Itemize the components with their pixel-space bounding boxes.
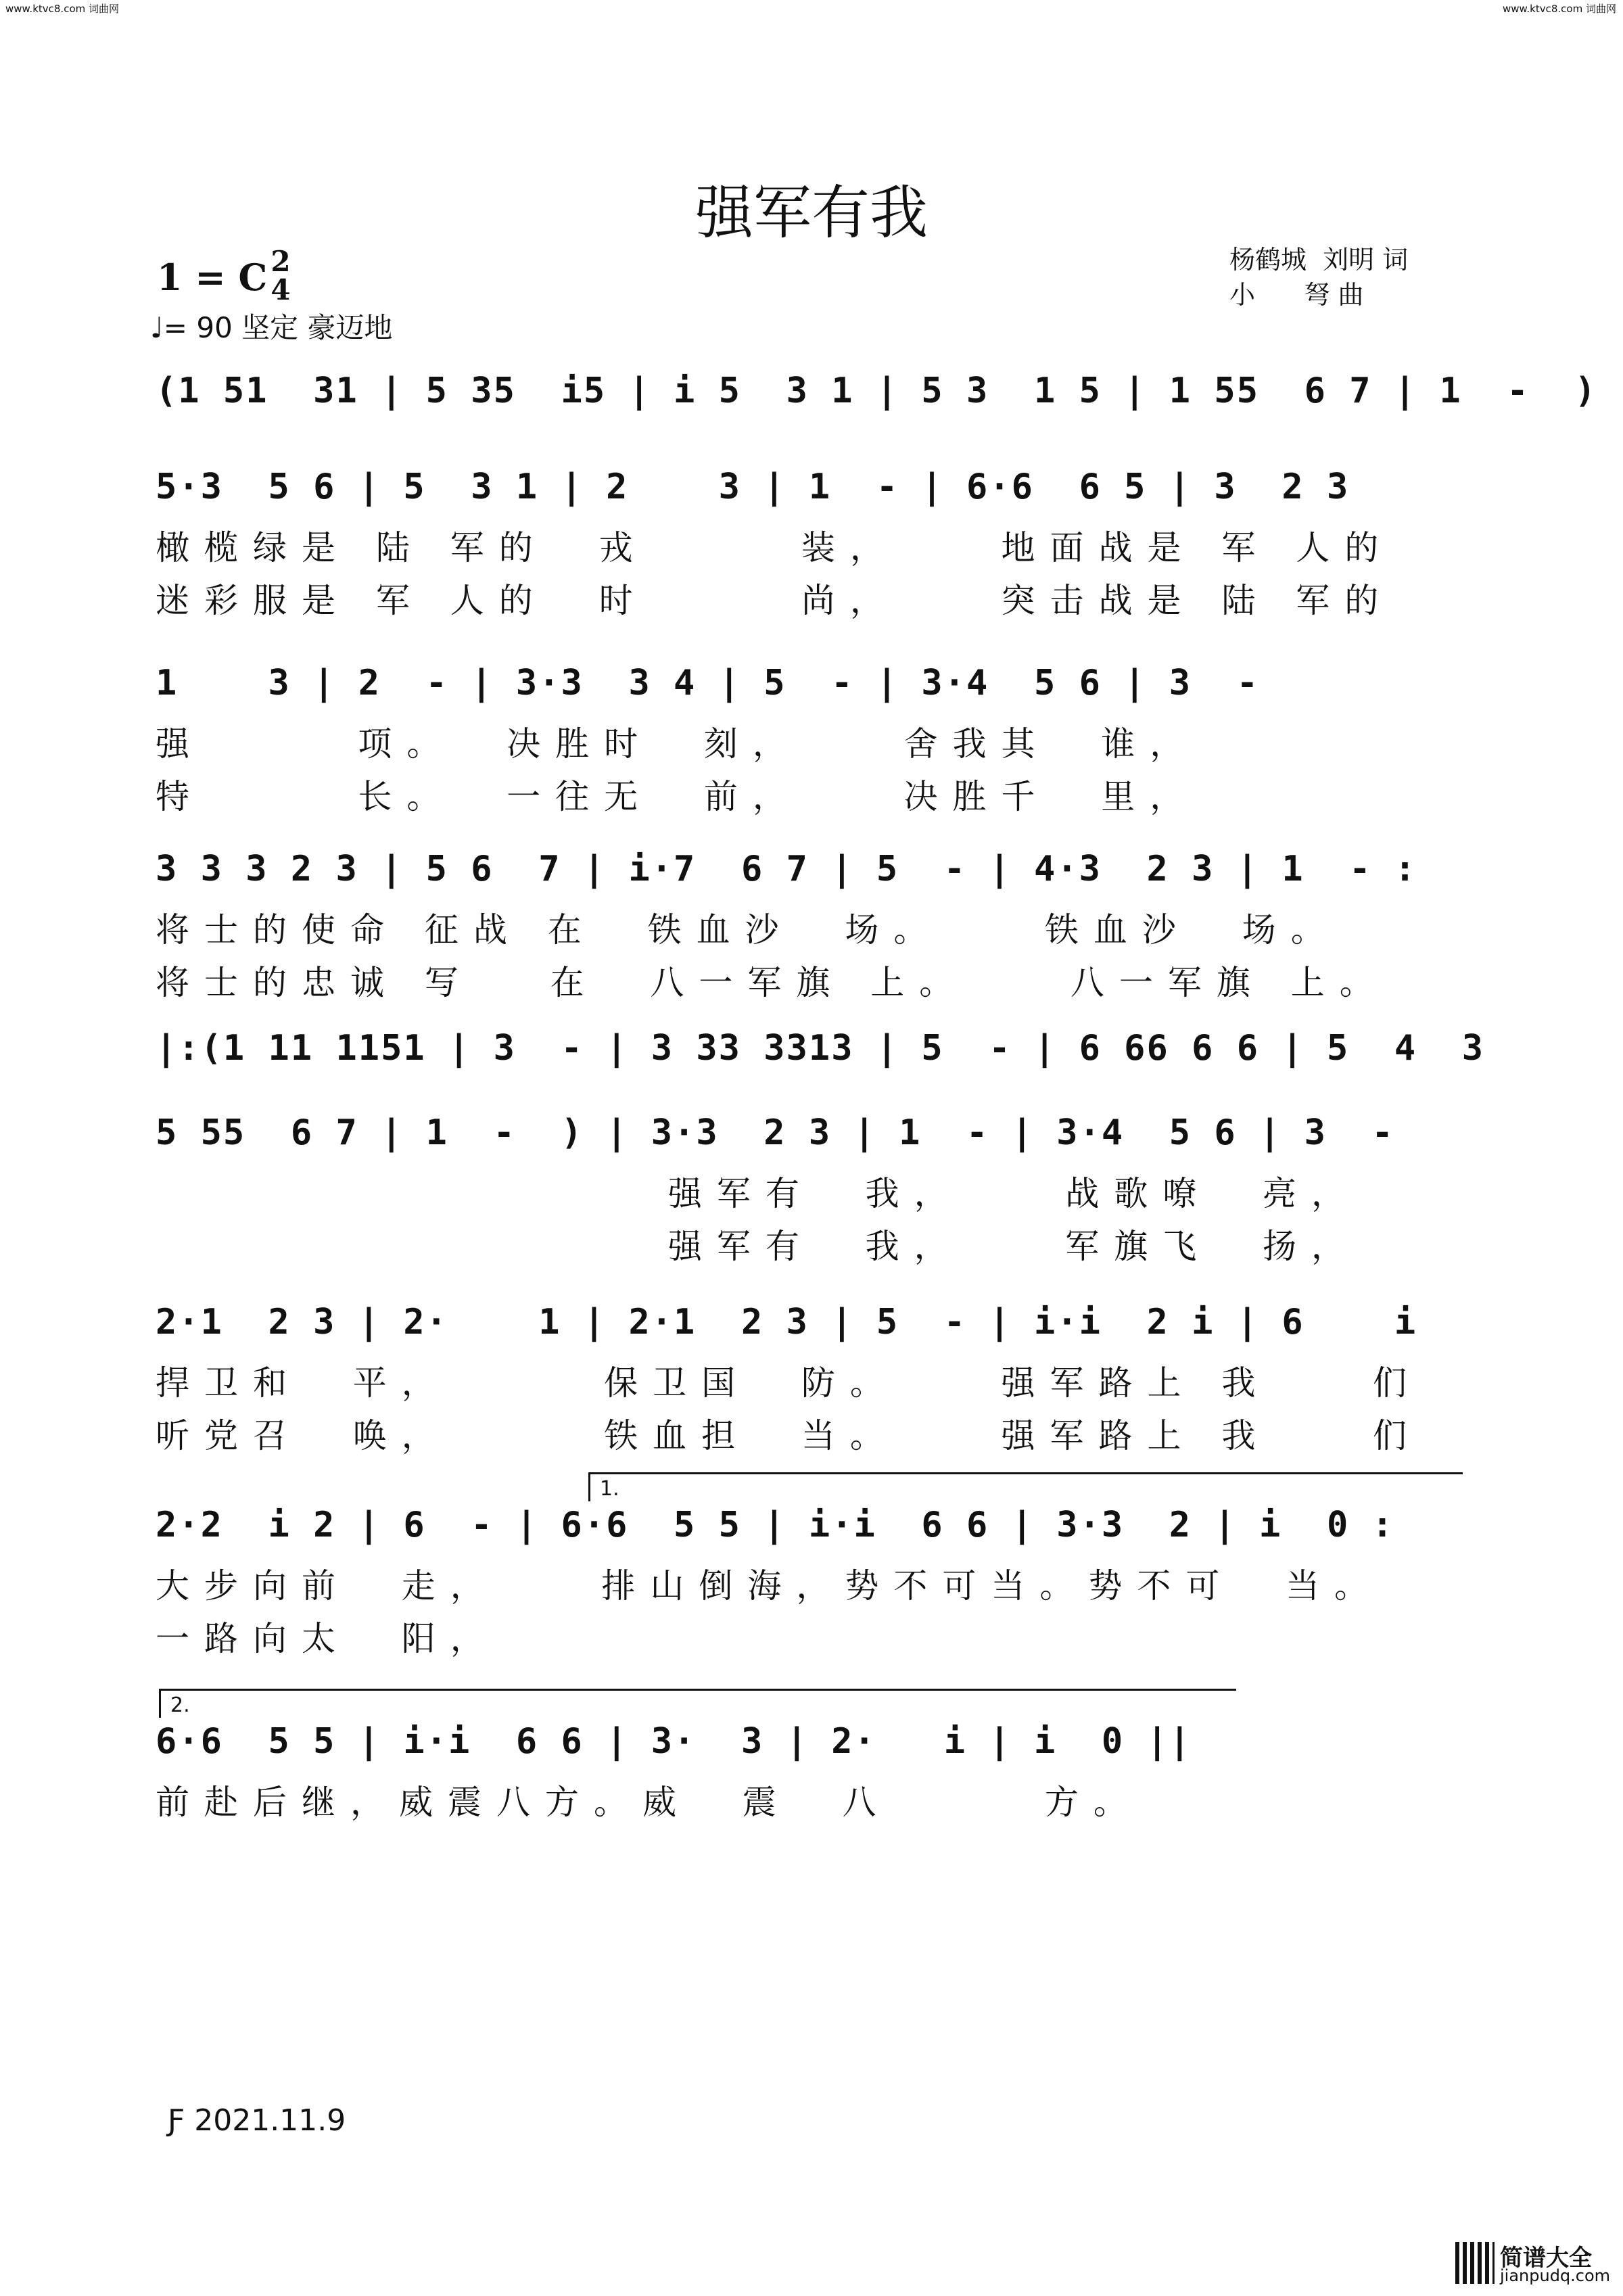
header-right-watermark: www.ktvc8.com 词曲网 <box>1502 3 1616 15</box>
date-mark: Ƒ <box>168 2103 195 2138</box>
lyric-line: 大步向前 走， 排山倒海，势不可当。势不可 当。 <box>156 1566 1384 1606</box>
tempo-marking: ♩= 90 坚定 豪迈地 <box>150 311 393 344</box>
lyric-line: 将士的使命 征战 在 铁血沙 场。 铁血沙 场。 <box>156 910 1340 950</box>
lyric-line: 强军有 我， 战歌嘹 亮， <box>156 1174 1361 1213</box>
lyric-line: 特 长。 一往无 前， 决胜千 里， <box>156 777 1199 816</box>
notation-line: 2·1 2 3 | 2· 1 | 2·1 2 3 | 5 - | i·i 2 i | 6 i <box>156 1302 1417 1342</box>
lyric-line: 迷彩服是 军 人的 时 尚， 突击战是 陆 军的 <box>156 581 1394 620</box>
composer-credit: 小 弩 曲 <box>1229 280 1364 310</box>
lyric-line: 将士的忠诚 写 在 八一军旗 上。 八一军旗 上。 <box>156 963 1388 1002</box>
logo-url: jianpudq.com <box>1500 2266 1611 2285</box>
volta-bracket <box>159 1689 1236 1718</box>
lyric-line: 捍卫和 平， 保卫国 防。 强军路上 我 们 <box>156 1363 1421 1403</box>
lyric-line: 强军有 我， 军旗飞 扬， <box>156 1227 1361 1266</box>
date-stamp <box>168 2103 346 2138</box>
header-left-watermark: www.ktvc8.com 词曲网 <box>5 3 120 15</box>
date-text: 2021.11.9 <box>194 2103 346 2138</box>
piano-keys-icon <box>1455 2242 1495 2284</box>
meter-top: 2 <box>270 245 291 278</box>
notation-line: 5 55 6 7 | 1 - ) | 3·3 2 3 | 1 - | 3·4 5 6 | 3 - <box>156 1112 1394 1153</box>
notation-line: 6·6 5 5 | i·i 6 6 | 3· 3 | 2· i | i 0 || <box>156 1721 1192 1762</box>
volta-number: 2. <box>170 1693 190 1717</box>
score-title: 强军有我 <box>695 179 928 247</box>
volta-number: 1. <box>600 1477 619 1501</box>
notation-line: 5·3 5 6 | 5 3 1 | 2 3 | 1 - | 6·6 6 5 | 3 2 3 <box>156 467 1350 507</box>
lyric-line: 听党召 唤， 铁血担 当。 强军路上 我 们 <box>156 1416 1421 1455</box>
notation-line: 2·2 i 2 | 6 - | 6·6 5 5 | i·i 6 6 | 3·3 2 | i 0 : <box>156 1505 1394 1545</box>
lyric-line: 前赴后继，威震八方。威 震 八 方。 <box>156 1783 1142 1822</box>
lyricist-credit: 杨鹤城 刘明 词 <box>1229 245 1409 275</box>
lyric-line: 强 项。 决胜时 刻， 舍我其 谁， <box>156 724 1199 764</box>
notation-line: 1 3 | 2 - | 3·3 3 4 | 5 - | 3·4 5 6 | 3 - <box>156 663 1260 703</box>
site-logo <box>1455 2239 1611 2288</box>
logo-title: 简谱大全 <box>1500 2245 1592 2272</box>
volta-bracket <box>588 1472 1463 1501</box>
notation-line: 3 3 3 2 3 | 5 6 7 | i·7 6 7 | 5 - | 4·3 2 3 | 1 - : <box>156 849 1417 889</box>
time-signature <box>267 245 294 306</box>
credits <box>1229 242 1408 312</box>
lyric-line: 橄榄绿是 陆 军的 戎 装， 地面战是 军 人的 <box>156 528 1394 567</box>
lyric-line: 一路向太 阳， <box>156 1619 499 1658</box>
notation-line: (1 51 31 | 5 35 i5 | i 5 3 1 | 5 3 1 5 | 1 55 6 7 | 1 - ) <box>156 371 1597 411</box>
key-signature: 1 = C <box>157 256 268 299</box>
notation-line: |:(1 11 1151 | 3 - | 3 33 3313 | 5 - | 6 66 6 6 | 5 4 3 <box>156 1028 1485 1069</box>
meter-bottom: 4 <box>270 273 291 306</box>
